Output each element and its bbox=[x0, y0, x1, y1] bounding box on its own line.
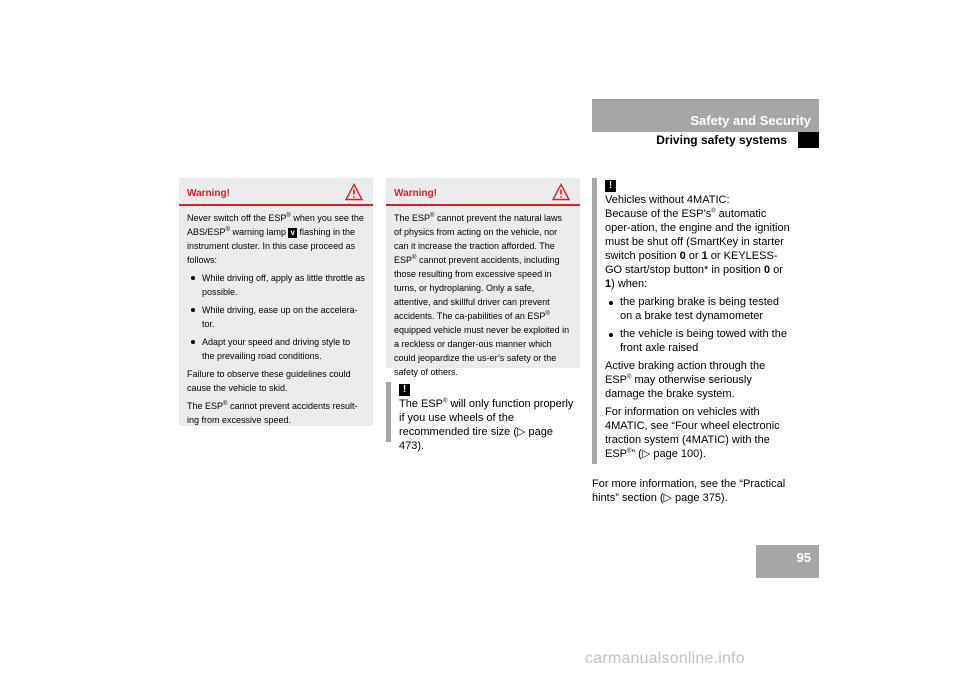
note-text bbox=[399, 397, 580, 453]
note-line: Vehicles without 4MATIC: bbox=[605, 194, 730, 206]
text: cannot prevent accidents result-ing from excessive speed. bbox=[187, 401, 358, 425]
section-title: Safety and Security bbox=[690, 113, 811, 128]
list-item: While driving off, apply as little throttle as possible. bbox=[187, 271, 365, 299]
text: automatic oper-ation, the engine and the ignition must be shut off (SmartKey in starter switch position bbox=[605, 208, 790, 262]
text: For more information, see the “Practical hints” section ( bbox=[592, 478, 786, 504]
reg-mark: ® bbox=[627, 448, 632, 455]
text: page 100). bbox=[650, 448, 706, 460]
note-paragraph bbox=[605, 207, 792, 291]
warning-intro bbox=[187, 211, 365, 267]
note-paragraph bbox=[605, 405, 792, 461]
more-info-text bbox=[592, 477, 792, 505]
page-ref-arrow-icon: ▷ bbox=[663, 492, 672, 504]
text: or bbox=[685, 250, 702, 262]
exclamation-icon: ! bbox=[399, 384, 410, 396]
warning-triangle-icon bbox=[552, 183, 570, 201]
reg-mark: ® bbox=[223, 401, 228, 407]
section-header-bar bbox=[592, 99, 819, 132]
text: 1 bbox=[605, 278, 612, 290]
text: The ESP bbox=[187, 401, 224, 411]
text: ) when: bbox=[611, 278, 648, 290]
text: when you see the ABS/ESP bbox=[187, 213, 364, 237]
reg-mark: ® bbox=[711, 208, 716, 215]
text: The ESP bbox=[399, 398, 444, 410]
note-bullet-list bbox=[605, 295, 792, 355]
list-item: the parking brake is being tested on a brake test dynamometer bbox=[605, 295, 792, 323]
reg-mark: ® bbox=[225, 227, 230, 233]
reg-mark: ® bbox=[627, 374, 632, 381]
text: 1 bbox=[701, 250, 708, 262]
text: The ESP bbox=[394, 213, 431, 223]
note-box-right bbox=[592, 178, 792, 464]
header-corner-block bbox=[798, 132, 819, 148]
esp-limit-text bbox=[187, 399, 365, 427]
subsection-title: Driving safety systems bbox=[656, 133, 787, 147]
list-item: Adapt your speed and driving style to the prevailing road conditions. bbox=[187, 335, 365, 363]
text: flashing in the instrument cluster. In this case proceed as follows: bbox=[187, 227, 356, 265]
warning-lamp-icon: v bbox=[290, 228, 295, 237]
text: Because of the ESP’s bbox=[605, 208, 712, 220]
text: Never switch off the ESP bbox=[187, 213, 287, 223]
esp-physics-text bbox=[394, 211, 572, 379]
text: page 473). bbox=[399, 426, 553, 452]
warning-title: Warning! bbox=[394, 188, 437, 199]
exclamation-icon: ! bbox=[605, 180, 616, 192]
list-item: the vehicle is being towed with the front axle raised bbox=[605, 327, 792, 355]
page-number: 95 bbox=[756, 545, 819, 578]
text: 0 bbox=[679, 250, 686, 262]
text: or KEYLESS-GO start/stop button* in position bbox=[605, 250, 778, 276]
note-paragraph bbox=[605, 359, 792, 401]
warning-title: Warning! bbox=[187, 188, 230, 199]
failure-text: Failure to observe these guidelines could cause the vehicle to skid. bbox=[187, 369, 351, 393]
warning-header bbox=[386, 178, 580, 206]
text: page 375). bbox=[672, 492, 728, 504]
warning-box-left bbox=[179, 178, 373, 426]
text: Active braking action through the ESP bbox=[605, 360, 766, 386]
note-box-middle bbox=[386, 382, 580, 452]
text: ” ( bbox=[631, 448, 642, 460]
text: warning lamp bbox=[229, 227, 289, 237]
text: For information on vehicles with 4MATIC, see “Four wheel electronic traction system (4MATIC) with the ESP bbox=[605, 406, 780, 460]
page-ref-arrow-icon: ▷ bbox=[517, 426, 526, 438]
text: cannot prevent accidents, including those resulting from excessive speed in turns, or hydroplaning. Only a safe, attentive, and skillful driver can prevent accidents. The ca-pabilities of an ESP bbox=[394, 255, 560, 321]
reg-mark: ® bbox=[286, 213, 291, 219]
reg-mark: ® bbox=[412, 255, 417, 261]
warning-bullet-list bbox=[187, 271, 365, 363]
list-item: While driving, ease up on the accelera-tor. bbox=[187, 303, 365, 331]
text: will only function properly if you use wheels of the recommended tire size ( bbox=[399, 398, 574, 438]
text: may otherwise seriously damage the brake system. bbox=[605, 374, 752, 400]
watermark: carmanualsonline.info bbox=[585, 650, 745, 667]
reg-mark: ® bbox=[430, 213, 435, 219]
text: equipped vehicle must never be exploited in a reckless or danger-ous manner which could jeopardize the us-er’s safety or the safety of others. bbox=[394, 325, 570, 377]
note-bar bbox=[386, 382, 391, 442]
warning-triangle-icon bbox=[345, 183, 363, 201]
note-bar bbox=[592, 178, 597, 464]
text: 0 bbox=[763, 264, 771, 276]
text: or bbox=[770, 264, 783, 276]
warning-box-middle bbox=[386, 178, 580, 377]
reg-mark: ® bbox=[443, 398, 448, 405]
reg-mark: ® bbox=[545, 311, 550, 317]
page-ref-arrow-icon: ▷ bbox=[641, 448, 651, 460]
text: cannot prevent the natural laws of physics from acting on the vehicle, nor can it increase the traction afforded. The ESP bbox=[394, 213, 563, 265]
warning-header bbox=[179, 178, 373, 206]
